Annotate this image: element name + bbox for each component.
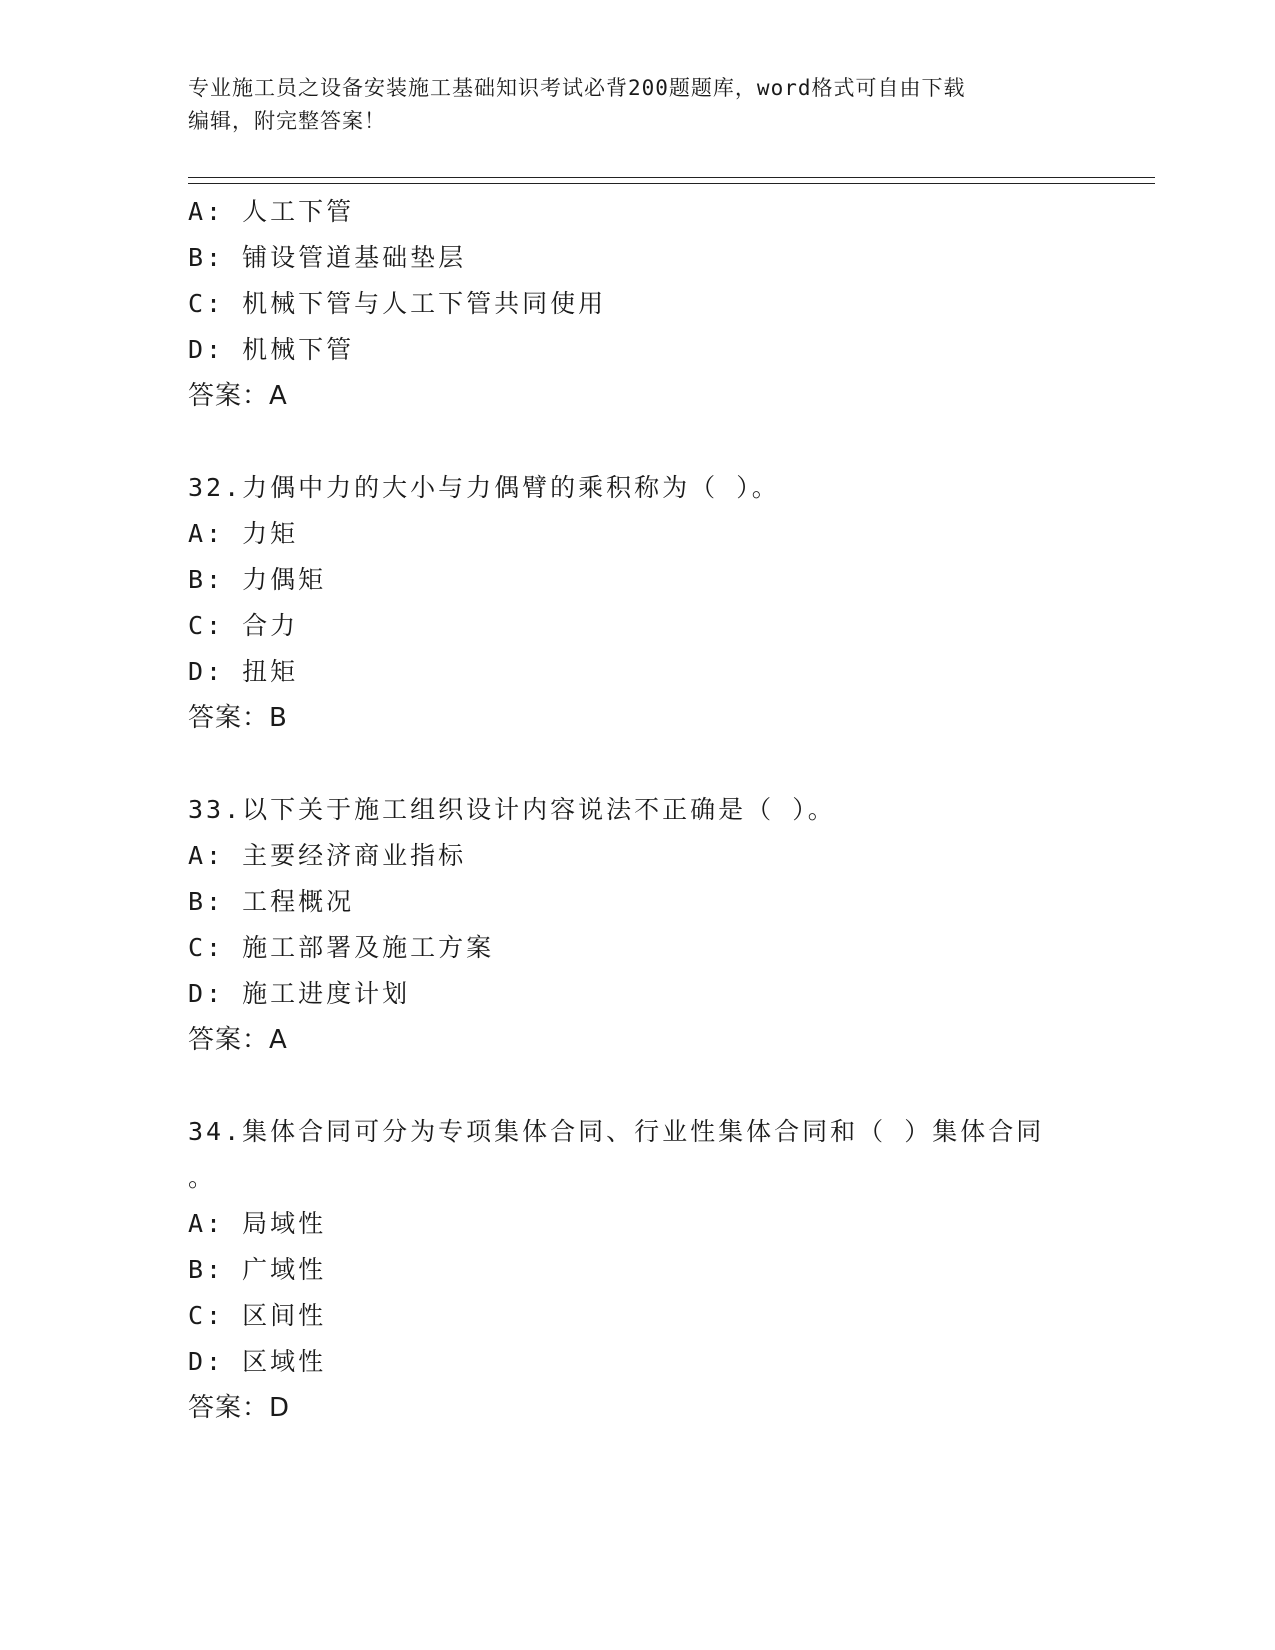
spacer bbox=[188, 1063, 1148, 1109]
option-d: D: 施工进度计划 bbox=[188, 979, 411, 1008]
question-stem: 33.以下关于施工组织设计内容说法不正确是（ ）。 bbox=[188, 795, 836, 824]
option-d: D: 机械下管 bbox=[188, 335, 355, 364]
header-divider-top bbox=[188, 177, 1155, 178]
question-block bbox=[188, 1109, 1148, 1431]
answer-label: 答案：B bbox=[188, 703, 288, 733]
option-b: B: 力偶矩 bbox=[188, 565, 327, 594]
option-c: C: 合力 bbox=[188, 611, 299, 640]
option-c: C: 施工部署及施工方案 bbox=[188, 933, 495, 962]
option-c: C: 区间性 bbox=[188, 1301, 327, 1330]
option-d: D: 区域性 bbox=[188, 1347, 327, 1376]
question-stem: 32.力偶中力的大小与力偶臂的乘积称为（ ）。 bbox=[188, 473, 780, 502]
option-a: A: 人工下管 bbox=[188, 197, 355, 226]
option-a: A: 局域性 bbox=[188, 1209, 327, 1238]
option-d: D: 扭矩 bbox=[188, 657, 299, 686]
question-stem: 34.集体合同可分为专项集体合同、行业性集体合同和（ ）集体合同 bbox=[188, 1117, 1045, 1146]
document-header bbox=[188, 72, 1088, 138]
question-block bbox=[188, 189, 1148, 419]
answer-label: 答案：A bbox=[188, 381, 288, 411]
question-stem-tail: 。 bbox=[188, 1163, 217, 1192]
option-a: A: 主要经济商业指标 bbox=[188, 841, 467, 870]
question-block bbox=[188, 787, 1148, 1063]
option-b: B: 铺设管道基础垫层 bbox=[188, 243, 467, 272]
spacer bbox=[188, 419, 1148, 465]
option-a: A: 力矩 bbox=[188, 519, 299, 548]
question-block bbox=[188, 465, 1148, 741]
answer-label: 答案：A bbox=[188, 1025, 288, 1055]
option-c: C: 机械下管与人工下管共同使用 bbox=[188, 289, 607, 318]
spacer bbox=[188, 741, 1148, 787]
header-divider-bottom bbox=[188, 183, 1155, 184]
header-title-line-2: 编辑，附完整答案！ bbox=[188, 109, 386, 133]
answer-label: 答案：D bbox=[188, 1393, 291, 1423]
option-b: B: 广域性 bbox=[188, 1255, 327, 1284]
question-list bbox=[188, 189, 1148, 1431]
header-title-line-1: 专业施工员之设备安装施工基础知识考试必背200题题库，word格式可自由下载 bbox=[188, 76, 966, 100]
option-b: B: 工程概况 bbox=[188, 887, 355, 916]
